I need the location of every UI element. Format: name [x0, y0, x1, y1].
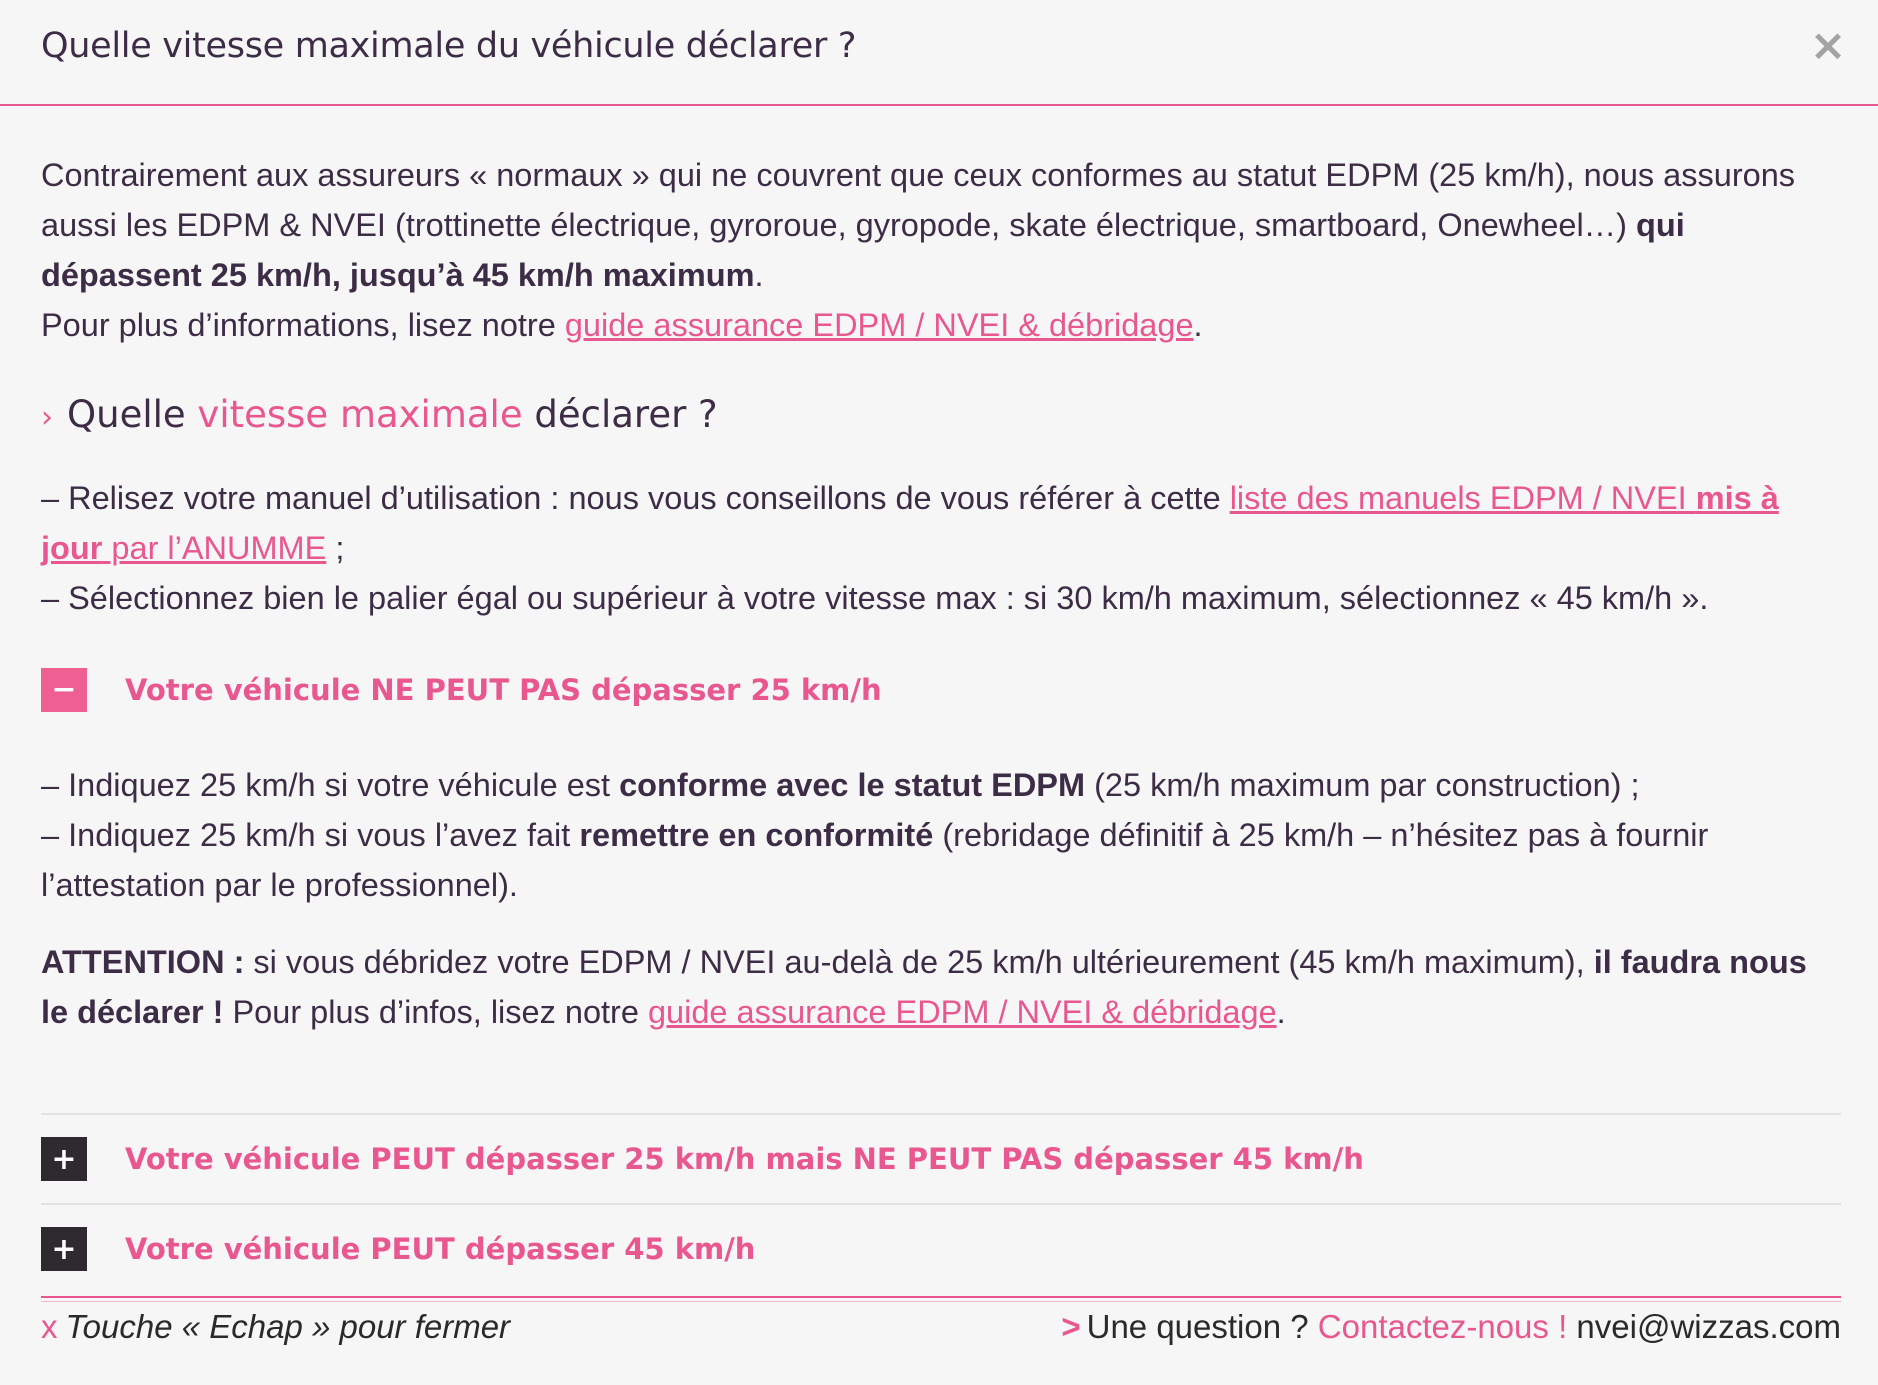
guide-link[interactable]: guide assurance EDPM / NVEI & débridage — [564, 307, 1194, 343]
question-text: Une question ? — [1086, 1308, 1318, 1345]
accordion-content — [41, 720, 1841, 1037]
content-line2-bold: remettre en conformité — [579, 817, 934, 853]
accordion-header-45[interactable] — [41, 1115, 1841, 1203]
guide-link-2[interactable]: guide assurance EDPM / NVEI & débridage — [647, 994, 1277, 1030]
plus-icon[interactable]: + — [41, 1137, 87, 1181]
accordion-title[interactable]: Votre véhicule PEUT dépasser 25 km/h mais NE PEUT PAS dépasser 45 km/h — [125, 1142, 1364, 1176]
attention-label: ATTENTION : — [41, 944, 245, 980]
email-text: nvei@wizzas.com — [1576, 1308, 1841, 1345]
chevron-right-icon: › — [41, 400, 53, 435]
accordion-item-25 — [41, 660, 1841, 1037]
intro-paragraph — [41, 150, 1841, 350]
manuals-link-suffix: par l’ANUMME — [102, 530, 327, 566]
plus-icon[interactable]: + — [41, 1227, 87, 1271]
heading-part1: Quelle — [67, 393, 198, 436]
content-line2: – Indiquez 25 km/h si vous l’avez fait — [41, 817, 580, 853]
manuals-link-text: liste des manuels EDPM / NVEI — [1229, 480, 1696, 516]
contact-info — [1061, 1302, 1841, 1352]
advice-line1: – Relisez votre manuel d’utilisation : nous vous conseillons de vous référer à cette — [41, 480, 1230, 516]
advice-paragraph — [41, 473, 1841, 623]
escape-hint-text: Touche « Echap » pour fermer — [65, 1308, 511, 1345]
accordion-title[interactable]: Votre véhicule NE PEUT PAS dépasser 25 km/h — [125, 673, 882, 707]
section-heading — [41, 390, 1841, 443]
modal-header — [0, 0, 1878, 106]
content-line1-bold: conforme avec le statut EDPM — [619, 767, 1086, 803]
contact-link[interactable]: Contactez-nous ! — [1317, 1308, 1568, 1345]
accordion-paragraph — [41, 760, 1841, 910]
escape-hint[interactable] — [41, 1302, 510, 1352]
intro-text-end: . — [754, 257, 764, 293]
more-info-text: Pour plus d’informations, lisez notre — [41, 307, 565, 343]
attention-text2: Pour plus d’infos, lisez notre — [223, 994, 648, 1030]
accordion-title[interactable]: Votre véhicule PEUT dépasser 45 km/h — [125, 1232, 756, 1266]
close-x-icon[interactable]: x — [41, 1308, 58, 1345]
advice-line2: – Sélectionnez bien le palier égal ou supérieur à votre vitesse max : si 30 km/h maximum, sélectionnez « 45 km/h ». — [41, 580, 1709, 616]
advice-line1-end: ; — [326, 530, 345, 566]
modal-body — [41, 150, 1841, 1037]
content-line1: – Indiquez 25 km/h si votre véhicule est — [41, 767, 620, 803]
heading-highlight: vitesse maximale — [197, 393, 523, 436]
modal-title: Quelle vitesse maximale du véhicule déclarer ? — [41, 26, 857, 66]
intro-bold: qui dépassent 25 km/h, jusqu’à 45 km/h maximum — [41, 207, 1685, 293]
close-icon[interactable]: × — [1809, 20, 1847, 71]
manuals-link-bold: mis à jour — [41, 480, 1779, 566]
attention-paragraph — [41, 937, 1841, 1037]
intro-text: Contrairement aux assureurs « normaux » qui ne couvrent que ceux conformes au statut EDPM (25 km/h), nous assurons aussi les EDPM & NVEI (trottinette électrique, gyroroue, gyropode, skate électrique, smartboard, Onewheel…) — [41, 157, 1796, 243]
modal-footer — [41, 1302, 1841, 1352]
attention-text: si vous débridez votre EDPM / NVEI au-delà de 25 km/h ultérieurement (45 km/h maximum), — [244, 944, 1594, 980]
content-line2-end: (rebridage définitif à 25 km/h – n’hésitez pas à fournir l’attestation par le professionnel). — [41, 817, 1709, 903]
more-info-end: . — [1193, 307, 1203, 343]
heading-part2: déclarer ? — [522, 393, 718, 436]
accordion-closed-list — [41, 1113, 1841, 1293]
arrow-right-icon: > — [1061, 1308, 1081, 1345]
attention-bold: il faudra nous le déclarer ! — [41, 944, 1807, 1030]
minus-icon[interactable]: − — [41, 668, 87, 712]
accordion-header-25[interactable] — [41, 660, 1841, 720]
attention-end: . — [1276, 994, 1286, 1030]
accordion-header-over-45[interactable] — [41, 1205, 1841, 1293]
content-line1-end: (25 km/h maximum par construction) ; — [1085, 767, 1640, 803]
